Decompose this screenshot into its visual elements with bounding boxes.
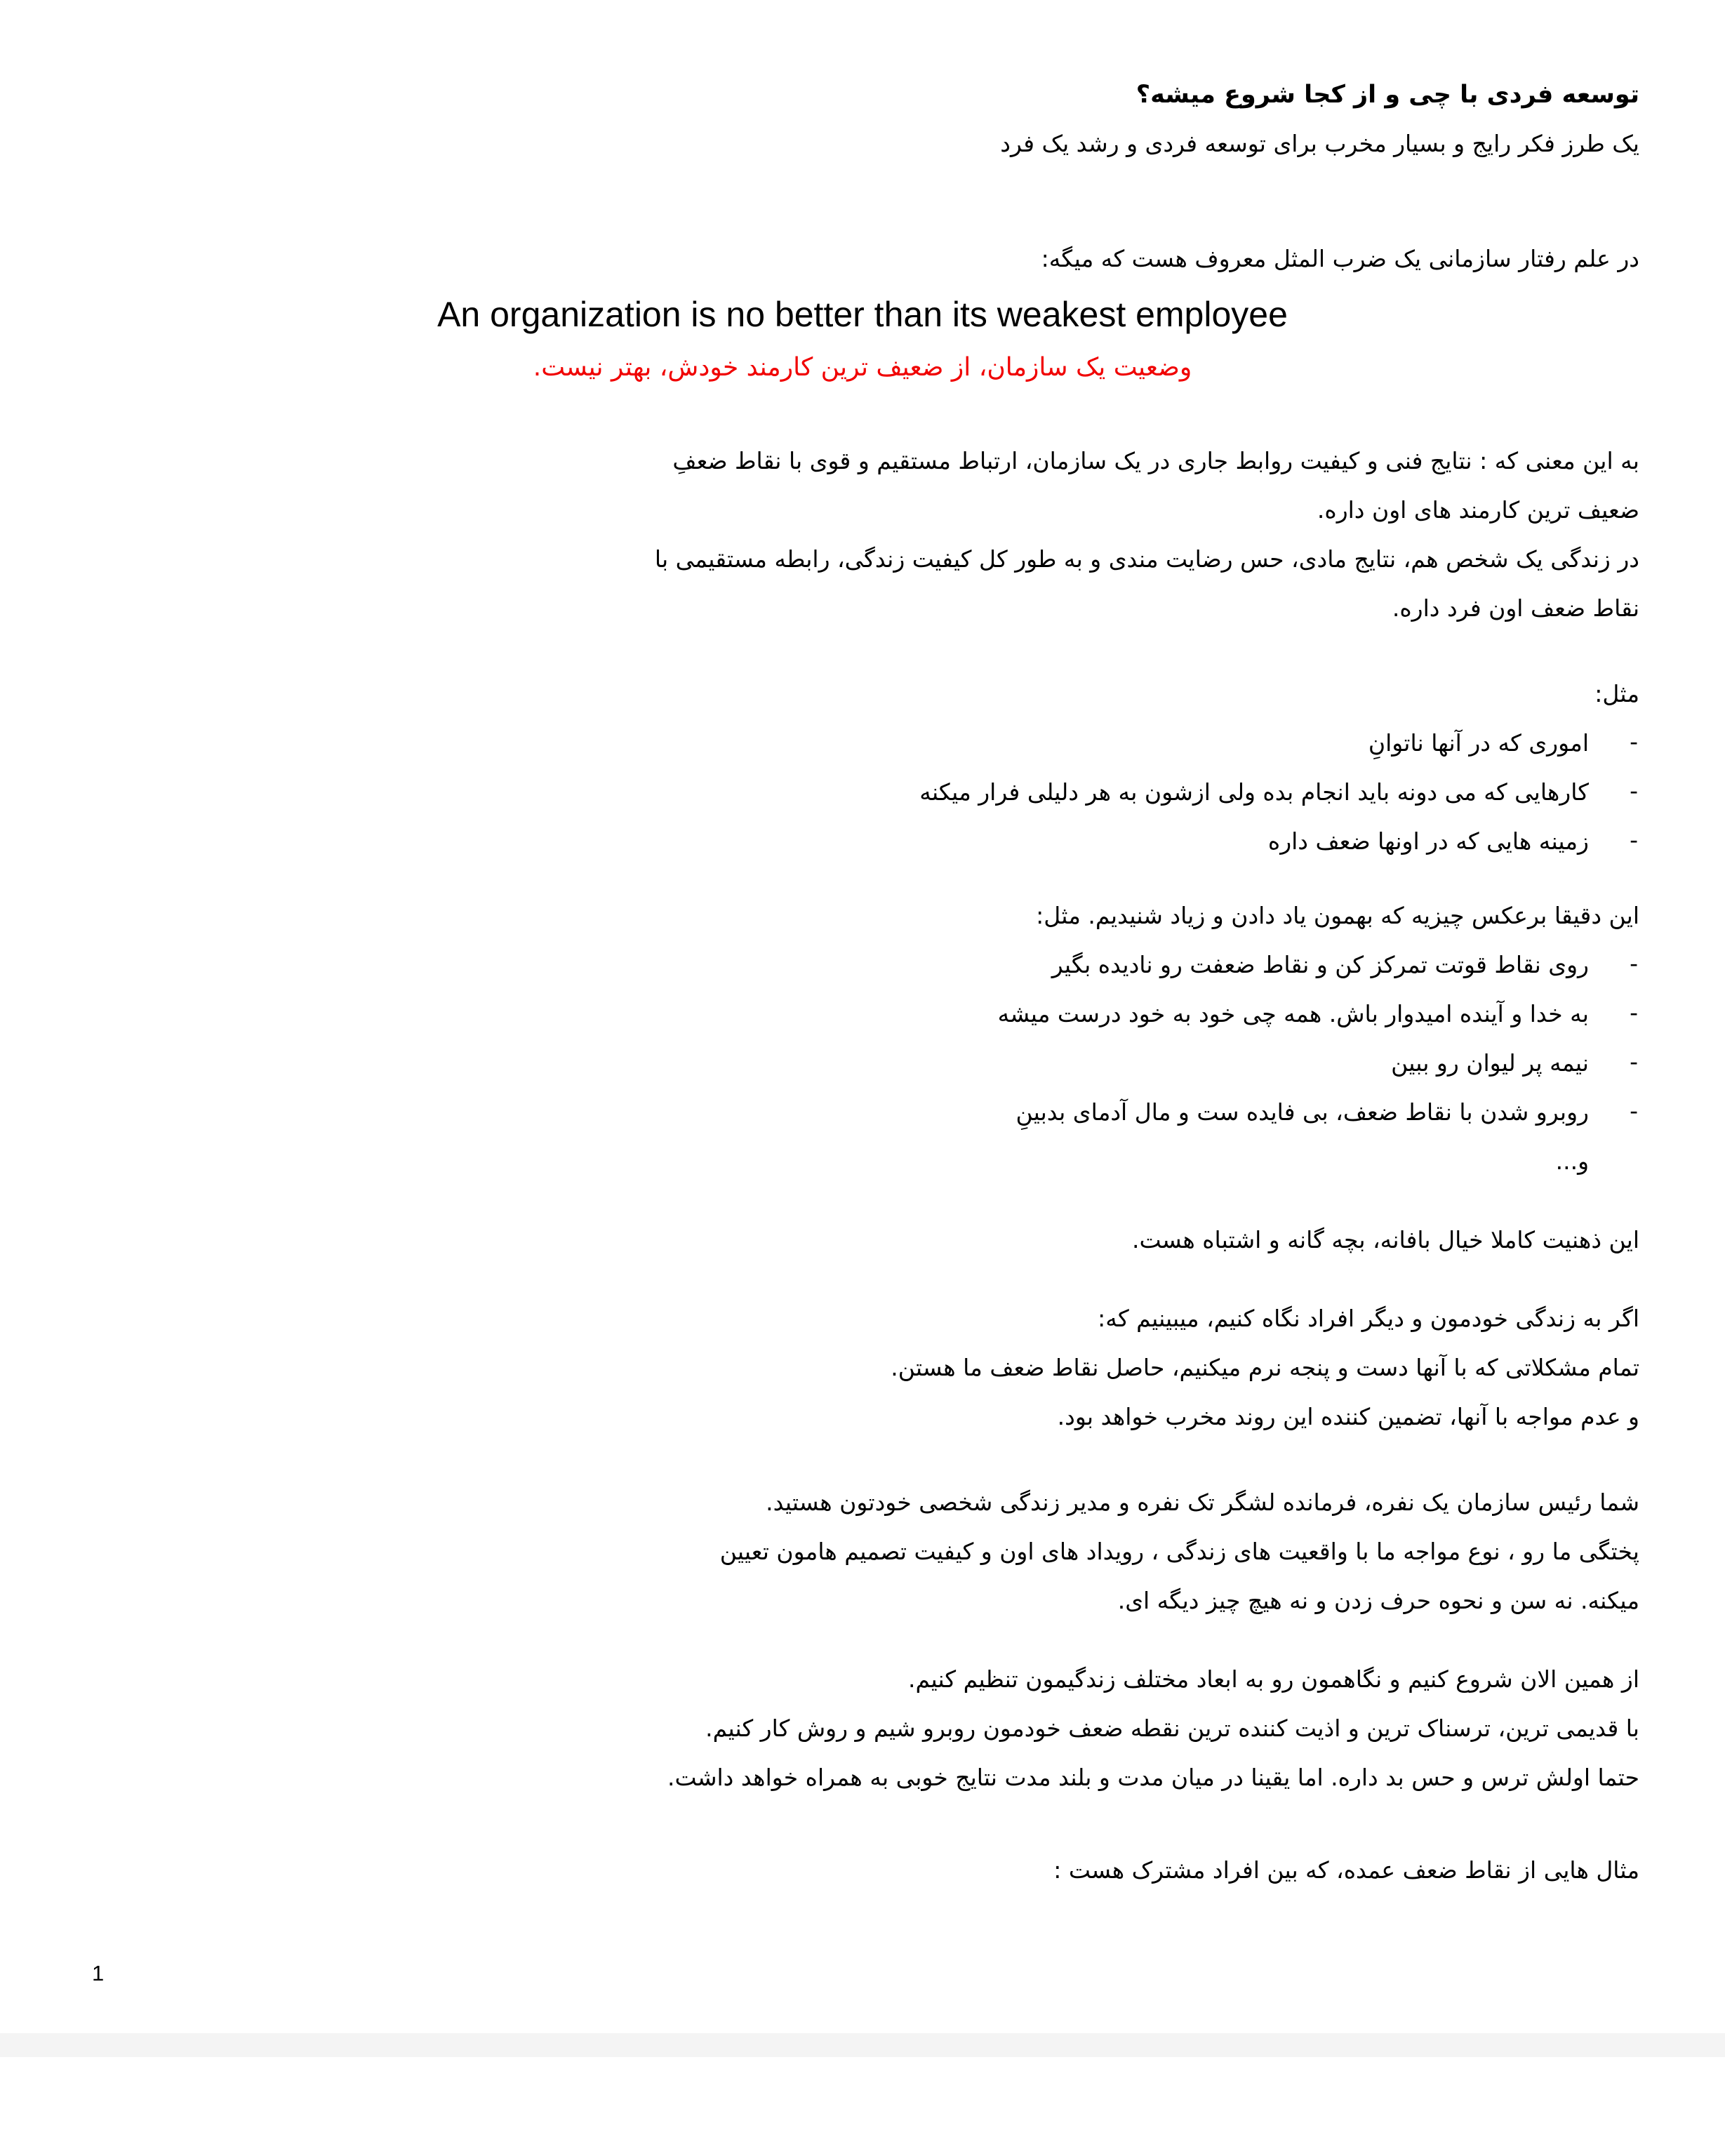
text-line: با قدیمی ترین، ترسناک ترین و اذیت کننده ترین نقطه ضعف خودمون روبرو شیم و روش کار کنیم. bbox=[705, 1715, 1639, 1742]
text-line: پختگی ما رو ، نوع مواجه ما با واقعیت های زندگی ، رویداد های اون و کیفیت تصمیم هامون تعیین bbox=[719, 1538, 1639, 1565]
page-number: 1 bbox=[92, 1961, 105, 1985]
look-paragraph bbox=[86, 1294, 1639, 1442]
proverb-english: An organization is no better than its weakest employee bbox=[437, 295, 1288, 334]
taught-sayings-list bbox=[86, 940, 1639, 1137]
dash-bullet-icon: - bbox=[1630, 950, 1638, 977]
subtitle: یک طرز فکر رایج و بسیار مخرب برای توسعه فردی و رشد یک فرد bbox=[1000, 130, 1639, 157]
dash-bullet-icon: - bbox=[1630, 777, 1638, 804]
text-line: شما رئیس سازمان یک نفره، فرمانده لشگر تک نفره و مدیر زندگی شخصی خودتون هستید. bbox=[766, 1489, 1639, 1516]
weakness-examples-list bbox=[86, 719, 1639, 866]
start-paragraph bbox=[86, 1655, 1639, 1802]
text-line: ضعیف ترین کارمند های اون داره. bbox=[1317, 496, 1639, 524]
list-item bbox=[86, 719, 1639, 768]
list-item-text: نیمه پر لیوان رو ببین bbox=[1391, 1049, 1589, 1077]
dash-bullet-icon: - bbox=[1630, 826, 1638, 853]
list-item-text: کارهایی که می دونه باید انجام بده ولی ازشون به هر دلیلی فرار میکنه bbox=[919, 778, 1589, 806]
proverb-intro: در علم رفتار سازمانی یک ضرب المثل معروف هست که میگه: bbox=[1041, 245, 1639, 272]
mindset-line: این ذهنیت کاملا خیال بافانه، بچه گانه و اشتباه هست. bbox=[1132, 1226, 1639, 1253]
meaning-paragraph bbox=[86, 437, 1639, 633]
list-item-text: روی نقاط قوتت تمرکز کن و نقاط ضعفت رو نادیده بگیر bbox=[1051, 951, 1589, 978]
text-line: و عدم مواجه با آنها، تضمین کننده این روند مخرب خواهد بود. bbox=[1057, 1403, 1639, 1430]
dash-bullet-icon: - bbox=[1630, 1097, 1638, 1124]
list-item bbox=[86, 1039, 1639, 1088]
text-line: از همین الان شروع کنیم و نگاهمون رو به ابعاد مختلف زندگیمون تنظیم کنیم. bbox=[908, 1665, 1639, 1693]
text-line: به این معنی که : نتایج فنی و کیفیت روابط جاری در یک سازمان، ارتباط مستقیم و قوی با نقاط ضعفِ bbox=[672, 447, 1639, 474]
page-title: توسعه فردی با چی و از کجا شروع میشه؟ bbox=[1135, 81, 1639, 109]
list-item bbox=[86, 1088, 1639, 1137]
dash-bullet-icon: - bbox=[1630, 1048, 1638, 1075]
list-item-text: روبرو شدن با نقاط ضعف، بی فایده ست و مال آدمای بدبینِ bbox=[1015, 1098, 1589, 1126]
examples-heading: مثال هایی از نقاط ضعف عمده، که بین افراد مشترک هست : bbox=[1053, 1856, 1639, 1884]
dash-bullet-icon: - bbox=[1630, 728, 1638, 755]
proverb-translation-red: وضعیت یک سازمان، از ضعیف ترین کارمند خودش، بهتر نیست. bbox=[533, 353, 1192, 382]
text-line: حتما اولش ترس و حس بد داره. اما یقینا در میان مدت و بلند مدت نتایج خوبی به همراه خواهد داشت. bbox=[667, 1764, 1639, 1791]
text-line: تمام مشکلاتی که با آنها دست و پنجه نرم میکنیم، حاصل نقاط ضعف ما هستن. bbox=[891, 1354, 1639, 1381]
text-line: میکنه. نه سن و نحوه حرف زدن و نه هیچ چیز دیگه ای. bbox=[1117, 1587, 1639, 1614]
page-separator bbox=[0, 2033, 1725, 2057]
like-label: مثل: bbox=[1594, 680, 1639, 707]
list-item bbox=[86, 990, 1639, 1039]
boss-paragraph bbox=[86, 1478, 1639, 1625]
text-line: اگر به زندگی خودمون و دیگر افراد نگاه کنیم، میبینیم که: bbox=[1098, 1305, 1639, 1332]
list-item bbox=[86, 817, 1639, 866]
text-line: در زندگی یک شخص هم، نتایج مادی، حس رضایت مندی و به طور کل کیفیت زندگی، رابطه مستقیمی با bbox=[654, 545, 1639, 573]
etc-line: و... bbox=[1555, 1147, 1589, 1175]
opposite-intro: این دقیقا برعکس چیزیه که بهمون یاد دادن و زیاد شنیدیم. مثل: bbox=[1036, 902, 1639, 929]
list-item-text: اموری که در آنها ناتوانِ bbox=[1368, 729, 1589, 757]
list-item bbox=[86, 940, 1639, 990]
dash-bullet-icon: - bbox=[1630, 999, 1638, 1026]
list-item-text: زمینه هایی که در اونها ضعف داره bbox=[1267, 827, 1589, 855]
list-item-text: به خدا و آینده امیدوار باش. همه چی خود به خود درست میشه bbox=[997, 1000, 1589, 1027]
text-line: نقاط ضعف اون فرد داره. bbox=[1392, 594, 1639, 622]
list-item bbox=[86, 768, 1639, 817]
